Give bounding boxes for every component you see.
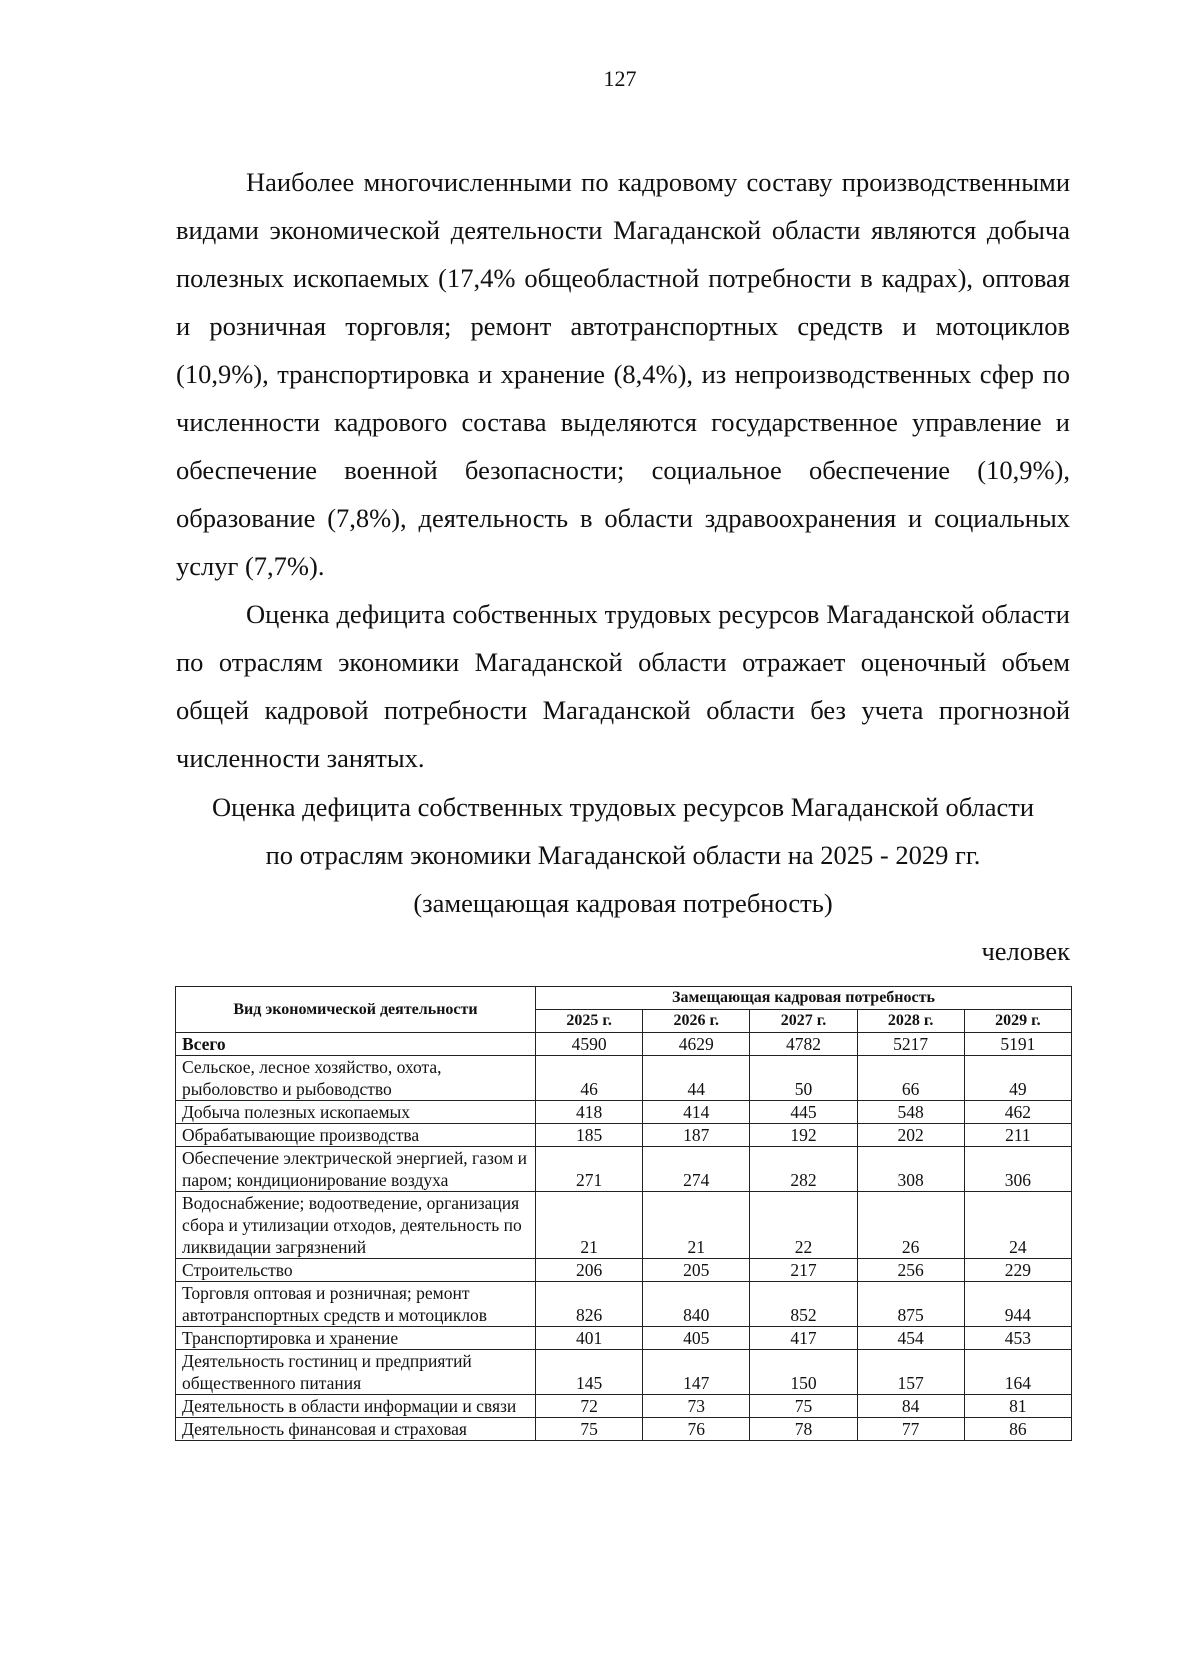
row-value: 5217 [857,1033,964,1056]
table-caption-line-3: (замещающая кадровая потребность) [413,888,833,918]
header-year: 2028 г. [857,1010,964,1033]
row-value: 462 [964,1101,1071,1124]
row-value: 164 [964,1350,1071,1395]
table-caption-line-2: по отраслям экономики Магаданской области на 2025 - 2029 гг. [265,840,981,870]
row-value: 150 [750,1350,857,1395]
row-value: 78 [750,1418,857,1441]
table-row [176,1147,1072,1192]
row-name: Сельское, лесное хозяйство, охота, рыболовство и рыбоводство [176,1056,536,1101]
row-value: 217 [750,1259,857,1282]
table-row [176,1056,1072,1101]
table-row [176,1124,1072,1147]
row-value: 417 [750,1327,857,1350]
row-value: 185 [536,1124,643,1147]
row-value: 72 [536,1395,643,1418]
row-name: Добыча полезных ископаемых [176,1101,536,1124]
row-value: 282 [750,1147,857,1192]
units-label: человек [981,936,1070,966]
table-row [176,1395,1072,1418]
row-value: 187 [643,1124,750,1147]
row-value: 944 [964,1282,1071,1327]
row-value: 75 [750,1395,857,1418]
row-value: 4590 [536,1033,643,1056]
row-name: Обрабатывающие производства [176,1124,536,1147]
row-value: 840 [643,1282,750,1327]
staffing-demand-table [175,986,1072,1441]
header-group: Замещающая кадровая потребность [536,987,1072,1010]
row-value: 875 [857,1282,964,1327]
row-name: Деятельность финансовая и страховая [176,1418,536,1441]
row-value: 271 [536,1147,643,1192]
row-value: 445 [750,1101,857,1124]
row-value: 453 [964,1327,1071,1350]
row-value: 75 [536,1418,643,1441]
row-value: 5191 [964,1033,1071,1056]
row-value: 76 [643,1418,750,1441]
header-year: 2029 г. [964,1010,1071,1033]
row-value: 414 [643,1101,750,1124]
row-value: 145 [536,1350,643,1395]
table-row [176,1327,1072,1350]
header-year: 2025 г. [536,1010,643,1033]
row-name: Деятельность в области информации и связи [176,1395,536,1418]
page-number: 127 [603,66,637,91]
row-value: 73 [643,1395,750,1418]
header-year: 2026 г. [643,1010,750,1033]
table-header-row [176,987,1072,1010]
table-row [176,1282,1072,1327]
row-value: 4782 [750,1033,857,1056]
row-value: 49 [964,1056,1071,1101]
row-value: 50 [750,1056,857,1101]
row-value: 308 [857,1147,964,1192]
row-value: 256 [857,1259,964,1282]
row-value: 21 [643,1192,750,1259]
row-value: 4629 [643,1033,750,1056]
table-row [176,1418,1072,1441]
row-value: 206 [536,1259,643,1282]
row-value: 548 [857,1101,964,1124]
table-row [176,1192,1072,1259]
row-value: 22 [750,1192,857,1259]
row-value: 205 [643,1259,750,1282]
row-value: 454 [857,1327,964,1350]
row-value: 202 [857,1124,964,1147]
row-value: 26 [857,1192,964,1259]
row-value: 274 [643,1147,750,1192]
row-value: 46 [536,1056,643,1101]
row-value: 405 [643,1327,750,1350]
row-value: 852 [750,1282,857,1327]
row-value: 401 [536,1327,643,1350]
table-caption-line-1: Оценка дефицита собственных трудовых ресурсов Магаданской области [211,792,1035,822]
row-value: 229 [964,1259,1071,1282]
row-value: 192 [750,1124,857,1147]
table-row [176,1259,1072,1282]
table-row [176,1101,1072,1124]
row-name: Всего [176,1033,536,1056]
row-value: 86 [964,1418,1071,1441]
row-value: 84 [857,1395,964,1418]
row-value: 81 [964,1395,1071,1418]
row-value: 24 [964,1192,1071,1259]
row-name: Торговля оптовая и розничная; ремонт автотранспортных средств и мотоциклов [176,1282,536,1327]
row-value: 77 [857,1418,964,1441]
header-year: 2027 г. [750,1010,857,1033]
paragraph-deficit-assessment: Оценка дефицита собственных трудовых ресурсов Магаданской области по отраслям экономики Магаданской области отражает оценочный объем общей кадровой потребности Магаданской области без учета прогнозной численности занятых. [176,599,1070,773]
header-activity: Вид экономической деятельности [176,987,536,1033]
row-value: 66 [857,1056,964,1101]
row-name: Обеспечение электрической энергией, газом и паром; кондиционирование воздуха [176,1147,536,1192]
row-value: 44 [643,1056,750,1101]
row-value: 418 [536,1101,643,1124]
table-row [176,1350,1072,1395]
row-value: 147 [643,1350,750,1395]
row-value: 157 [857,1350,964,1395]
row-name: Водоснабжение; водоотведение, организация сбора и утилизации отходов, деятельность по ликвидации загрязнений [176,1192,536,1259]
row-value: 211 [964,1124,1071,1147]
row-value: 21 [536,1192,643,1259]
row-name: Строительство [176,1259,536,1282]
row-name: Транспортировка и хранение [176,1327,536,1350]
table-row-total [176,1033,1072,1056]
row-value: 306 [964,1147,1071,1192]
row-name: Деятельность гостиниц и предприятий общественного питания [176,1350,536,1395]
paragraph-staffing-structure: Наиболее многочисленными по кадровому составу производственными видами экономической деятельности Магаданской области являются добыча полезных ископаемых (17,4% общеобластной потребности в кадрах), оптовая и розничная торговля; ремонт автотранспортных средств и мотоциклов (10,9%), транспортировка и хранение (8,4%), из непроизводственных сфер по численности кадрового состава выделяются государственное управление и обеспечение военной безопасности; социальное обеспечение (10,9%), образование (7,8%), деятельность в области здравоохранения и социальных услуг (7,7%). [176,167,1070,581]
row-value: 826 [536,1282,643,1327]
